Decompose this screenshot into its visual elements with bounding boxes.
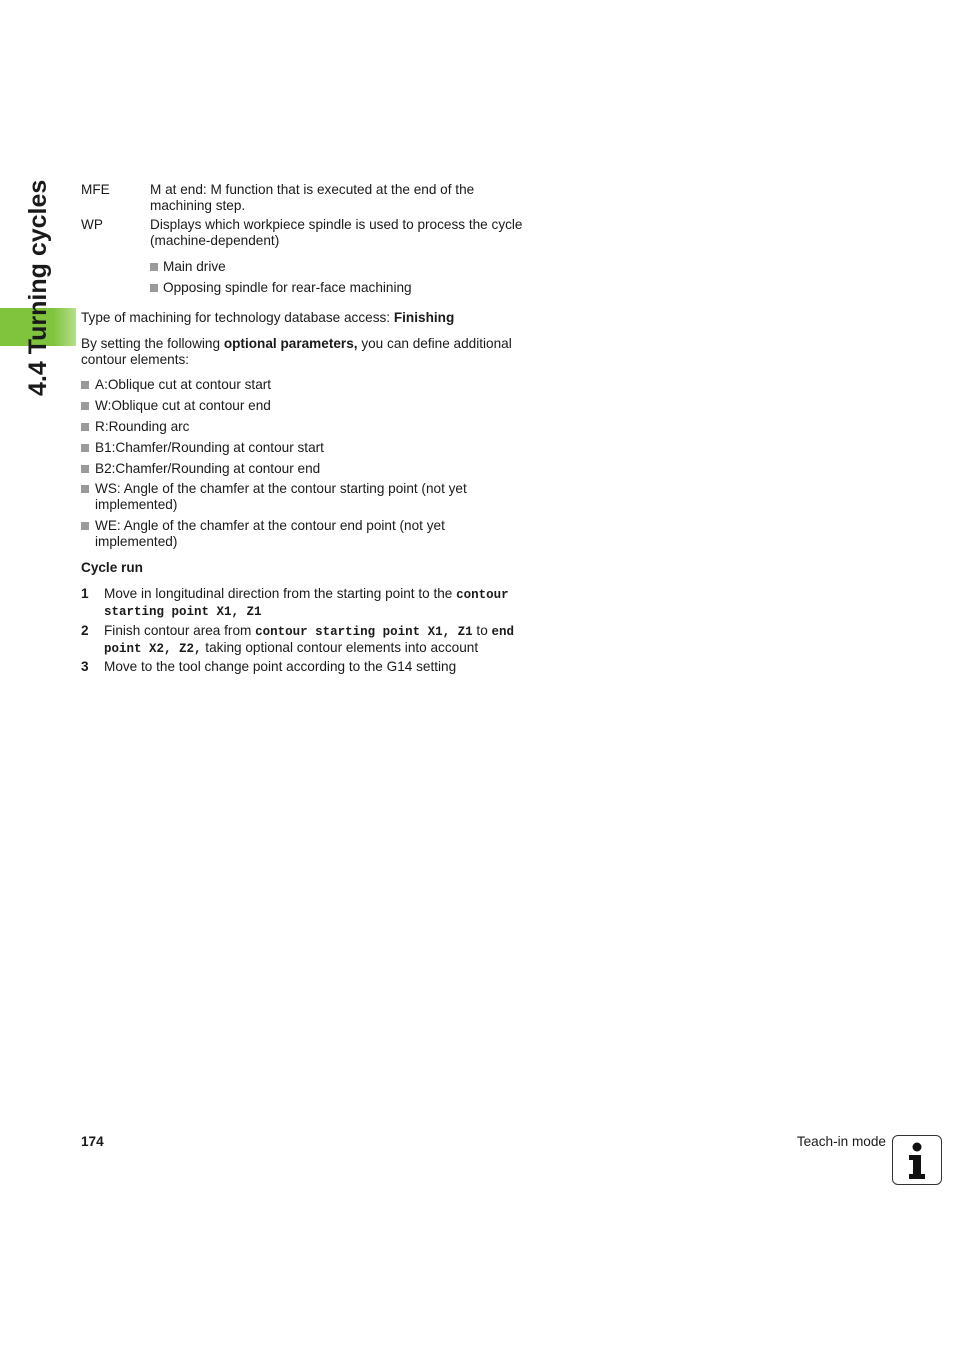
square-bullet-icon xyxy=(81,522,89,530)
square-bullet-icon xyxy=(81,423,89,431)
machining-type-paragraph: Type of machining for technology database access: Finishing xyxy=(81,310,455,325)
square-bullet-icon xyxy=(81,444,89,452)
step-item: 2 Finish contour area from contour starting point X1, Z1 to end point X2, Z2, taking optional contour elements into account xyxy=(81,623,515,656)
list-item: Opposing spindle for rear-face machining xyxy=(150,280,412,296)
square-bullet-icon xyxy=(150,284,158,292)
term-mfe: MFE xyxy=(81,182,110,197)
square-bullet-icon xyxy=(81,402,89,410)
square-bullet-icon xyxy=(81,381,89,389)
step-item: 1 Move in longitudinal direction from the starting point to the contour starting point X1, Z1 xyxy=(81,586,509,619)
definition-mfe: M at end: M function that is executed at the end of the machining step. xyxy=(150,182,475,213)
section-title: 4.4 Turning cycles xyxy=(24,179,52,396)
list-item: WE: Angle of the chamfer at the contour end point (not yet implemented) xyxy=(81,518,491,550)
page-number: 174 xyxy=(81,1134,104,1149)
square-bullet-icon xyxy=(81,465,89,473)
cycle-run-heading: Cycle run xyxy=(81,560,143,575)
optional-params-intro: By setting the following optional parameters, you can define additional contour elements: xyxy=(81,336,512,367)
square-bullet-icon xyxy=(150,263,158,271)
step-item: 3 Move to the tool change point according to the G14 setting xyxy=(81,659,457,674)
square-bullet-icon xyxy=(81,485,89,493)
list-item: A:Oblique cut at contour start xyxy=(81,377,521,393)
list-item: Main drive xyxy=(150,259,226,275)
list-item: B1:Chamfer/Rounding at contour start xyxy=(81,440,521,456)
list-item: B2:Chamfer/Rounding at contour end xyxy=(81,461,521,477)
term-wp: WP xyxy=(81,217,103,232)
list-item: W:Oblique cut at contour end xyxy=(81,398,521,414)
list-item: R:Rounding arc xyxy=(81,419,521,435)
list-item: WS: Angle of the chamfer at the contour starting point (not yet implemented) xyxy=(81,481,511,513)
chapter-name: Teach-in mode xyxy=(796,1134,886,1149)
info-icon xyxy=(892,1135,942,1185)
definition-wp: Displays which workpiece spindle is used to process the cycle (machine-dependent) xyxy=(150,217,523,248)
